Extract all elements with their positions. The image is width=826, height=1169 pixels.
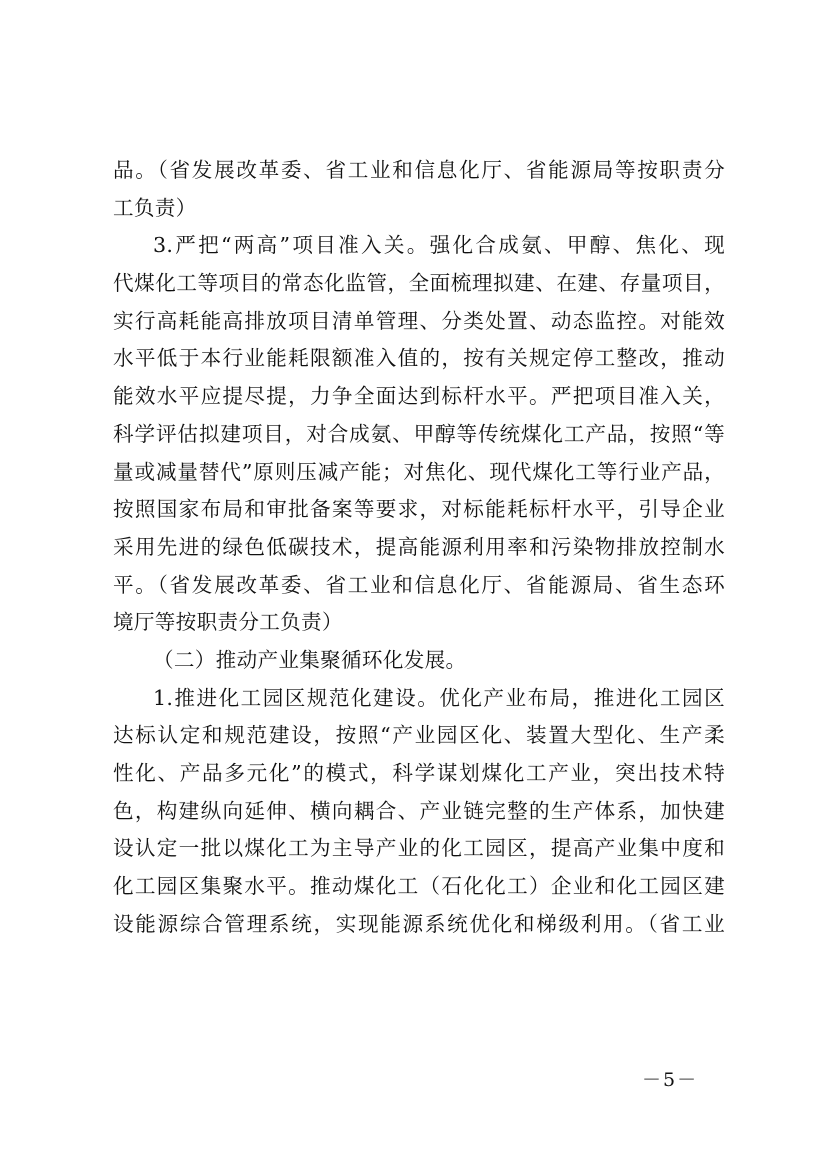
text-line: 能效水平应提尽提，力争全面达到标杆水平。严把项目准入关，	[113, 384, 725, 409]
text-line: 代煤化工等项目的常态化监管，全面梳理拟建、在建、存量项目，	[113, 271, 725, 296]
text-line: 色，构建纵向延伸、横向耦合、产业链完整的生产体系，加快建	[113, 798, 725, 823]
text-line: 境厅等按职责分工负责）	[113, 610, 343, 635]
text-line: 设认定一批以煤化工为主导产业的化工园区，提高产业集中度和	[113, 836, 725, 861]
text-line: 性化、产品多元化”的模式，科学谋划煤化工产业，突出技术特	[113, 761, 725, 785]
body-text	[113, 152, 725, 943]
page-number: －5－	[642, 1069, 699, 1091]
text-line: 科学评估拟建项目，对合成氨、甲醇等传统煤化工产品，按照“等	[113, 421, 725, 446]
text-line: 量或减量替代”原则压减产能；对焦化、现代煤化工等行业产品，	[113, 459, 725, 484]
paragraph-heading-line: 1.推进化工园区规范化建设。优化产业布局，推进化工园区	[153, 685, 725, 710]
text-line: 采用先进的绿色低碳技术，提高能源利用率和污染物排放控制水	[113, 534, 725, 559]
text-line: 达标认定和规范建设，按照“产业园区化、装置大型化、生产柔	[113, 723, 725, 748]
text-line: 工负责）	[113, 195, 197, 220]
text-line: 品。（省发展改革委、省工业和信息化厅、省能源局等按职责分	[113, 158, 725, 182]
text-line: 平。（省发展改革委、省工业和信息化厅、省能源局、省生态环	[113, 572, 725, 597]
paragraph-heading-line: 3.严把“两高”项目准入关。强化合成氨、甲醇、焦化、现	[153, 233, 725, 258]
text-line: 水平低于本行业能耗限额准入值的，按有关规定停工整改，推动	[113, 346, 725, 371]
text-line: 实行高耗能高排放项目清单管理、分类处置、动态监控。对能效	[113, 308, 725, 333]
section-heading: （二）推动产业集聚循环化发展。	[153, 647, 467, 672]
text-line: 按照国家布局和审批备案等要求，对标能耗标杆水平，引导企业	[113, 497, 725, 522]
text-line: 化工园区集聚水平。推动煤化工（石化化工）企业和化工园区建	[113, 874, 725, 899]
text-line: 设能源综合管理系统，实现能源系统优化和梯级利用。（省工业	[113, 911, 725, 936]
